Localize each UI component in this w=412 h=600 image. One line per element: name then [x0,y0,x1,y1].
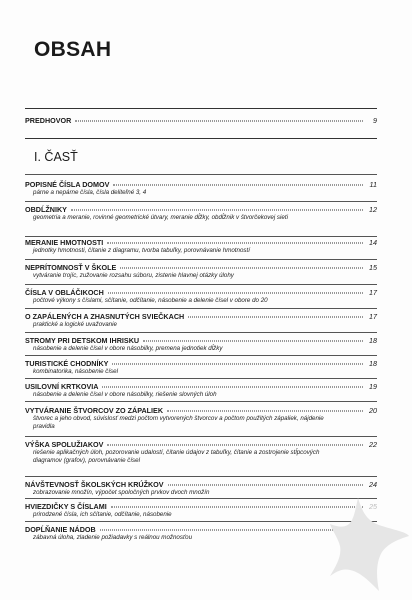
dot-leader [75,121,363,122]
entry-description: prirodzené čísla, ich sčítanie, odčítanie, násobenie [33,511,172,518]
dot-leader [111,507,363,508]
entry-title: NÁVŠTEVNOSŤ ŠKOLSKÝCH KRÚŽKOV [25,480,164,489]
entry-description: počtové výkony s číslami, sčítanie, odčítanie, násobenie a delenie čísel v obore do 20 [33,297,268,304]
entry-page: 24 [369,480,377,489]
entry-page: 11 [369,180,377,189]
dot-leader [71,210,363,211]
entry-title: USILOVNÍ KRTKOVIA [25,382,99,391]
entry-page: 25 [369,502,377,511]
dot-leader [168,485,363,486]
entry-description: riešenie aplikačných úloh, pozorovanie udalostí, čítanie údajov z tabuľky, čítanie a zostrojenie stĺpcových diagramov (grafov), porovnávanie čísel [33,449,320,464]
entry-separator [25,201,377,202]
dot-leader [102,387,363,388]
entry-separator [25,174,377,175]
entry-title: MERANIE HMOTNOSTI [25,238,104,247]
entry-separator [25,436,377,437]
entry-description: vytváranie trojíc, zužovanie rozsahu súboru, zistenie hlavnej otázky úlohy [33,272,234,279]
toc-entry [25,406,377,431]
entry-separator [25,476,377,477]
entry-description: praktické a logické uvažovanie [33,321,117,328]
entry-page: 17 [369,288,377,297]
toc-entry [25,440,377,465]
entry-title: DOPĹŇANIE NÁDOB [25,525,96,534]
entry-title: ČÍSLA V OBLÁČIKOCH [25,288,104,297]
entry-page: 18 [369,336,377,345]
dot-leader [108,293,363,294]
entry-separator [25,498,377,499]
toc-entry [25,312,377,329]
entry-page: 17 [369,312,377,321]
entry-separator [25,378,377,379]
top-rule [25,108,377,109]
toc-entry [25,525,377,542]
entry-title: POPISNÉ ČÍSLA DOMOV [25,180,110,189]
entry-title: O ZAPÁLENÝCH A ZHASNUTÝCH SVIEČKACH [25,312,185,321]
entry-title: TURISTICKÉ CHODNÍKY [25,359,109,368]
toc-entry [25,238,377,255]
entry-title: NEPRÍTOMNOSŤ V ŠKOLE [25,263,117,272]
dot-leader [113,185,363,186]
toc-entry [25,263,377,280]
entry-separator [25,355,377,356]
entry-separator [25,308,377,309]
entry-page: 22 [369,440,377,449]
toc-entry [25,382,377,399]
preface-page: 9 [373,116,377,125]
entry-page: 15 [369,263,377,272]
entry-title: STROMY PRI DETSKOM IHRISKU [25,336,140,345]
page-title: OBSAH [34,38,112,61]
dot-leader [143,341,363,342]
dot-leader [112,364,363,365]
entry-description: násobenie a delenie čísel v obore násobilky, riešenie slovných úloh [33,391,217,398]
entry-description: jednotky hmotnosti, čítanie z diagramu, tvorba tabuľky, porovnávanie hmotností [33,247,250,254]
dot-leader [188,317,363,318]
entry-separator [25,259,377,260]
preface-title: PREDHOVOR [25,116,72,125]
dot-leader [167,411,363,412]
star-logo-icon [330,496,410,592]
toc-entry [25,480,377,497]
toc-entry [25,180,377,197]
section-rule [25,138,377,139]
entry-title: VÝŠKA SPOLUŽIAKOV [25,440,104,449]
entry-description: štvorec a jeho obvod, súvislosť medzi počtom vytvorených štvorcov a počtom použitých zápaliek, nájdenie pravidla [33,415,324,430]
entry-title: HVIEZDIČKY S ČÍSLAMI [25,502,107,511]
entry-separator [25,332,377,333]
entry-description: párne a nepárne čísla, čísla deliteľné 3, 4 [33,189,147,196]
entry-title: OBDĹŽNIKY [25,205,67,214]
dot-leader [107,445,363,446]
toc-entry [25,502,377,519]
entry-separator [25,521,377,522]
entry-title: VYTVÁRANIE ŠTVORCOV ZO ZÁPALIEK [25,406,164,415]
entry-description: násobenie a delenie čísel v obore násobilky, premena jednotiek dĺžky [33,345,223,352]
entry-description: zobrazovanie množín, výpočet spoločných prvkov dvoch množín [33,489,210,496]
section-title: I. ČASŤ [34,150,78,164]
toc-entry [25,336,377,353]
entry-separator [25,401,377,402]
entry-page: 19 [369,382,377,391]
dot-leader [107,243,363,244]
dot-leader [120,268,363,269]
toc-entry [25,359,377,376]
entry-page: 18 [369,359,377,368]
entry-page: 12 [369,205,377,214]
entry-description: kombinatorika, násobenie čísel [33,368,118,375]
entry-description: zábavná úloha, zladenie požiadavky s reálnou možnosťou [33,534,193,541]
dot-leader [100,530,363,531]
entry-separator [25,284,377,285]
toc-entry [25,288,377,305]
toc-entry [25,205,377,222]
preface-entry [25,116,377,125]
entry-description: geometria a meranie, rovinné geometrické útvary, meranie dĺžky, obdĺžnik v štvorčekovej sieti [33,214,288,221]
entry-separator [25,236,377,237]
entry-page: 14 [369,238,377,247]
entry-page: 20 [369,406,377,415]
